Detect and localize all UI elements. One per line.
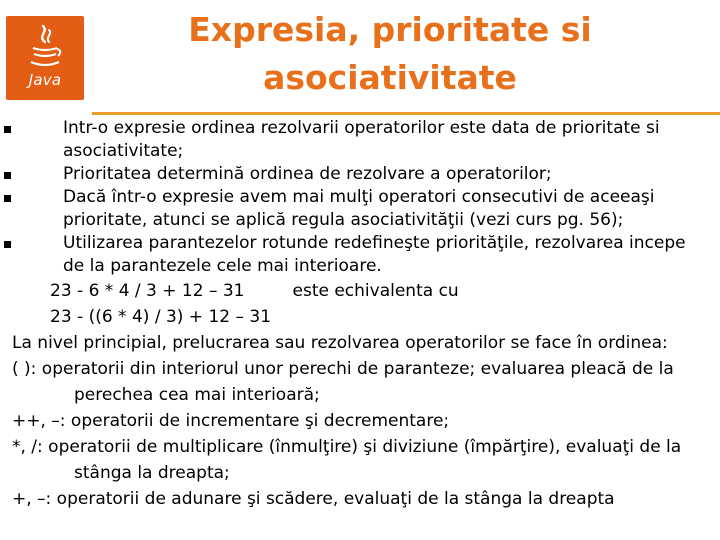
example-parenthesized: 23 - ((6 * 4) / 3) + 12 – 31 (50, 307, 272, 327)
example-expression-text: 23 - 6 * 4 / 3 + 12 – 31 (50, 281, 245, 301)
bullet-item (0, 117, 720, 163)
bullet-text: Dacă într-o expresie avem mai mulţi operatori consecutivi de aceeaşi prioritate, atunci se aplică regula asociativităţii (vezi curs pg. 56); (63, 187, 655, 230)
logo-label: Java (28, 71, 62, 89)
example-equivalence-text: este echivalenta cu (292, 281, 459, 301)
bullet-item (0, 232, 720, 278)
bullet-text: Utilizarea parantezelor rotunde redefineşte priorităţile, rezolvarea incepe de la parantezele cele mai interioare. (63, 233, 686, 276)
order-item: ( ): operatorii din interiorul unor perechi de paranteze; evaluarea pleacă de la perechea cea mai interioară; (12, 359, 674, 405)
title-divider (92, 112, 720, 115)
example-expression (0, 278, 720, 304)
bullet-square-icon (4, 172, 11, 179)
slide-body (0, 117, 720, 512)
java-logo (6, 16, 84, 100)
bullet-item (0, 186, 720, 232)
order-item: *, /: operatorii de multiplicare (înmulţire) şi diviziune (împărţire), evaluaţi de la stânga la dreapta; (12, 437, 682, 483)
bullet-square-icon (4, 126, 11, 133)
coffee-cup-icon (25, 24, 65, 70)
order-item: ++, –: operatorii de incrementare şi decrementare; (12, 411, 450, 431)
bullet-square-icon (4, 241, 11, 248)
bullet-text: Intr-o expresie ordinea rezolvarii operatorilor este data de prioritate si asociativitate; (63, 118, 660, 161)
bullet-square-icon (4, 195, 11, 202)
order-item: +, –: operatorii de adunare şi scădere, evaluaţi de la stânga la dreapta (12, 489, 615, 509)
order-intro: La nivel principial, prelucrarea sau rezolvarea operatorilor se face în ordinea: (12, 333, 668, 353)
bullet-item (0, 163, 720, 186)
bullet-text: Prioritatea determină ordinea de rezolvare a operatorilor; (63, 164, 552, 184)
slide-title: Expresia, prioritate si asociativitate (188, 10, 592, 97)
